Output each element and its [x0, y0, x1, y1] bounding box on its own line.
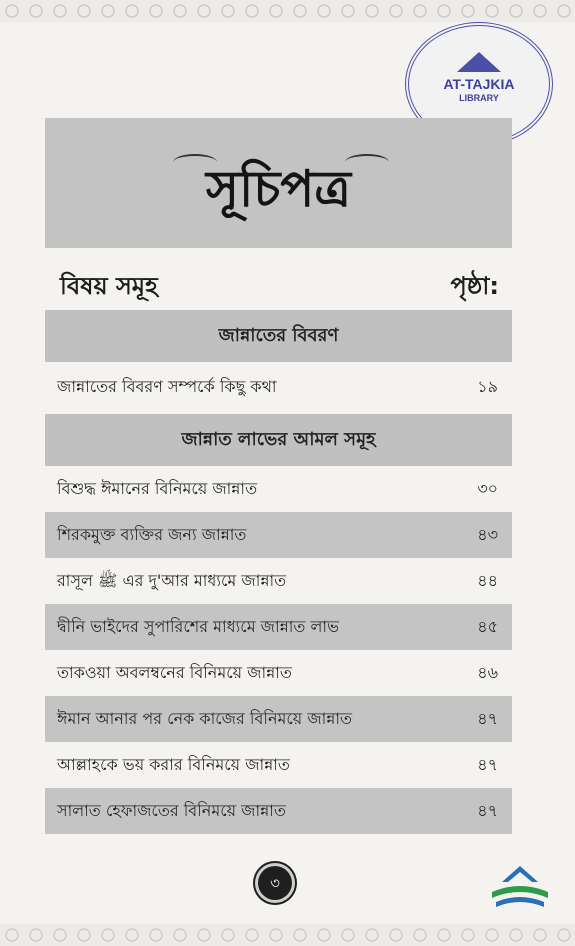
toc-entry-page: ৪৫ — [477, 617, 498, 636]
toc-row[interactable] — [45, 364, 512, 410]
stamp-sub: LIBRARY — [459, 93, 499, 103]
toc-entry-page: ৩০ — [477, 479, 498, 498]
decorative-border-bottom — [0, 924, 575, 946]
toc-entry-title: সালাত হেফাজতের বিনিময়ে জান্নাত — [57, 801, 286, 820]
toc-entry-page: ৪৬ — [477, 663, 498, 682]
toc-entry-title: দ্বীনি ভাইদের সুপারিশের মাধ্যমে জান্নাত লাভ — [57, 617, 339, 636]
section-heading: জান্নাতের বিবরণ — [45, 310, 512, 362]
toc-row[interactable] — [45, 558, 512, 604]
toc-entry-page: ৪৭ — [477, 755, 498, 774]
page-heading: পৃষ্ঠা: — [450, 272, 499, 300]
title-banner — [45, 118, 512, 248]
toc-entry-page: ৪৩ — [477, 525, 498, 544]
toc-entry-title: রাসূল ﷺ এর দু'আর মাধ্যমে জান্নাত — [57, 571, 287, 590]
subject-heading: বিষয় সমূহ — [60, 272, 158, 300]
decorative-border-top — [0, 0, 575, 22]
toc-row[interactable] — [45, 512, 512, 558]
toc-entry-page: ৪৭ — [477, 801, 498, 820]
toc-row[interactable] — [45, 788, 512, 834]
toc-entry-title: শিরকমুক্ত ব্যক্তির জন্য জান্নাত — [57, 525, 247, 544]
toc-row[interactable] — [45, 650, 512, 696]
stamp-book-icon — [457, 52, 501, 72]
toc-row[interactable] — [45, 742, 512, 788]
toc-entry-page: ৪৪ — [477, 571, 498, 590]
publisher-logo-icon — [488, 862, 552, 916]
toc-entry-title: ঈমান আনার পর নেক কাজের বিনিময়ে জান্নাত — [57, 709, 353, 728]
toc-entry-title: বিশুদ্ধ ঈমানের বিনিময়ে জান্নাত — [57, 479, 258, 498]
toc-entry-page: ৪৭ — [477, 709, 498, 728]
toc-row[interactable] — [45, 696, 512, 742]
toc-row[interactable] — [45, 466, 512, 512]
toc-entry-title: জান্নাতের বিবরণ সম্পর্কে কিছু কথা — [57, 377, 277, 396]
toc-row[interactable] — [45, 604, 512, 650]
toc-entry-title: আল্লাহকে ভয় করার বিনিময়ে জান্নাত — [57, 755, 290, 774]
page-number: ৩ — [258, 866, 292, 900]
stamp-name: AT-TAJKIA — [443, 76, 515, 92]
toc-entry-page: ১৯ — [477, 377, 498, 396]
section-heading: জান্নাত লাভের আমল সমূহ — [45, 414, 512, 466]
toc-entry-title: তাকওয়া অবলম্বনের বিনিময়ে জান্নাত — [57, 663, 292, 682]
page-title: সূচিপত্র — [206, 159, 351, 218]
